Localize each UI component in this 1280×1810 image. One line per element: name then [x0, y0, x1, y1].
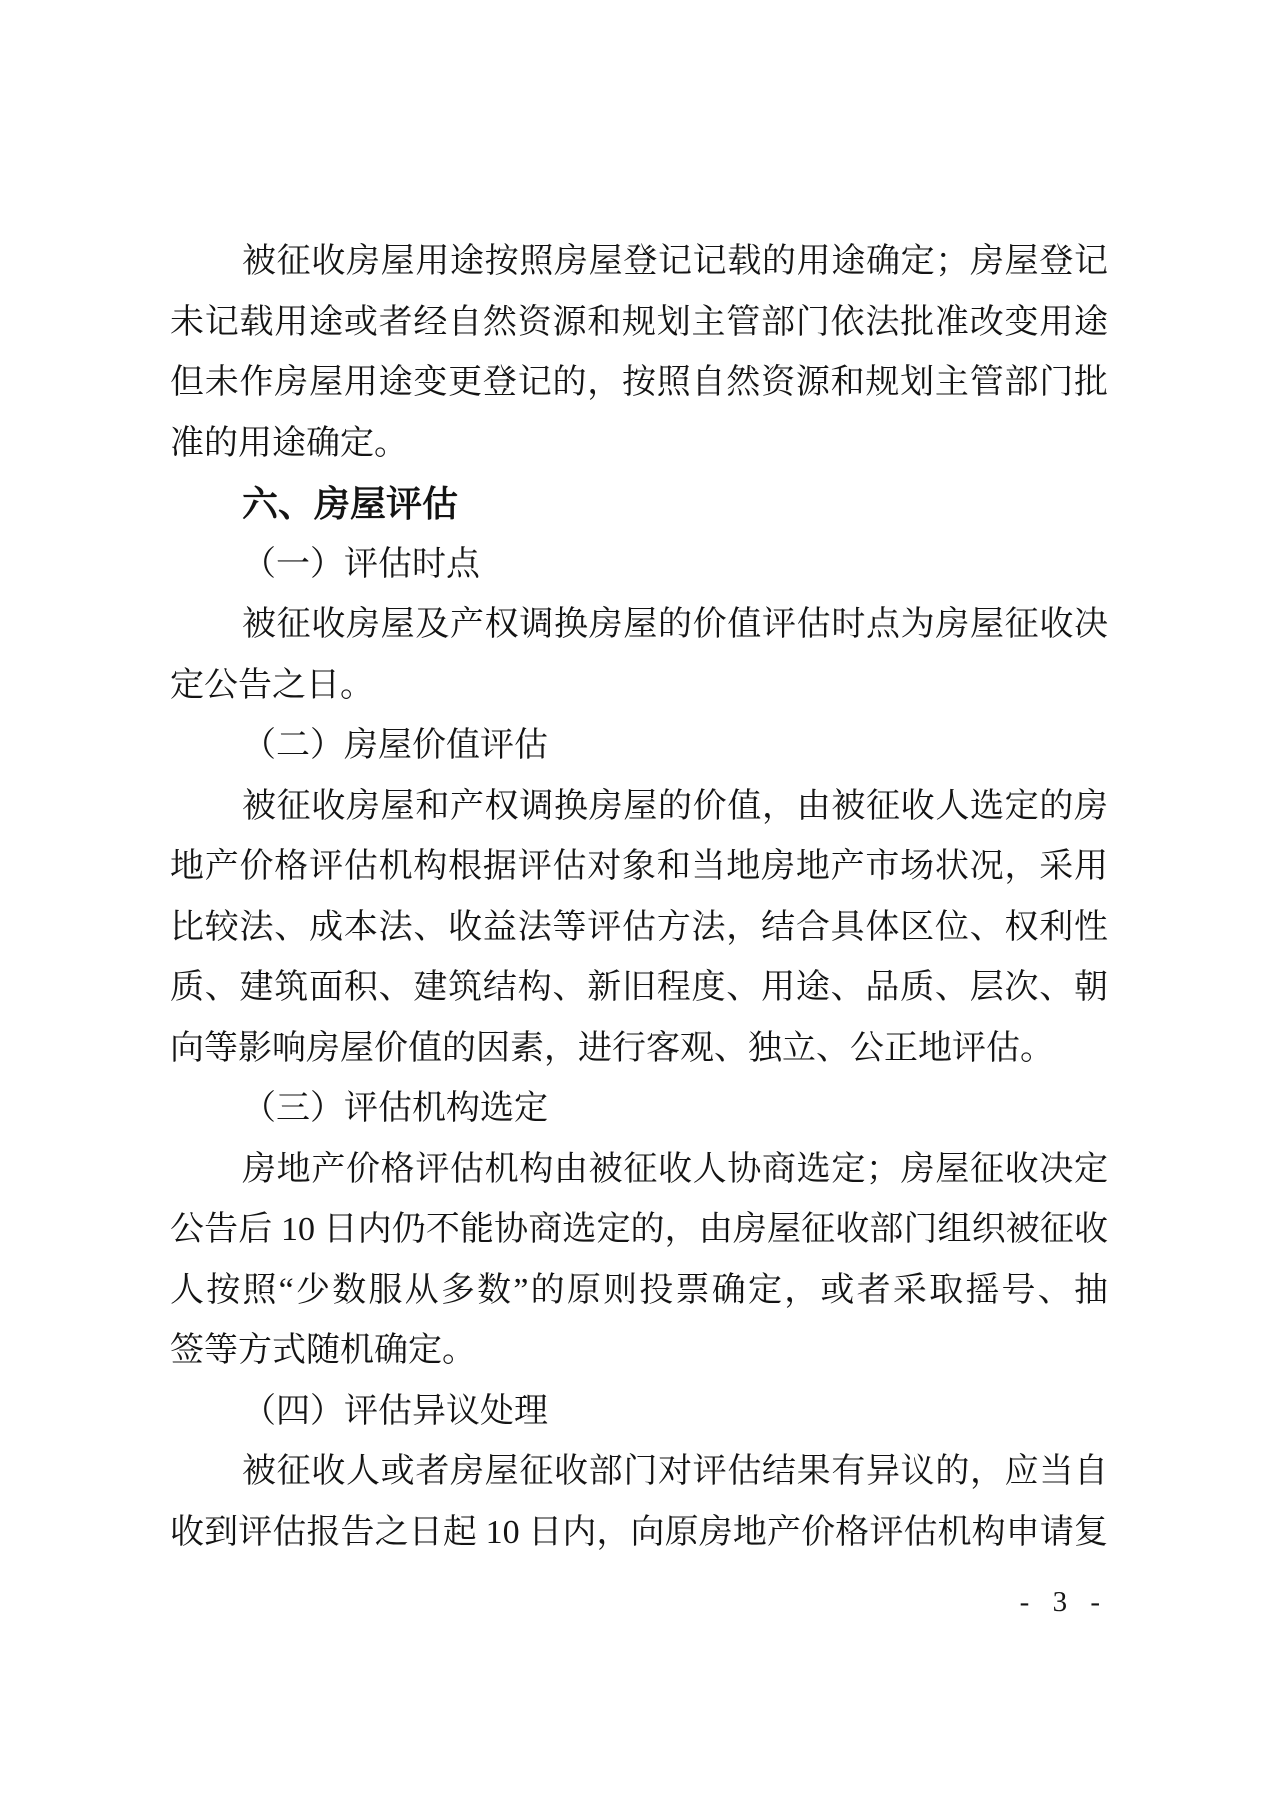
text-line: 但未作房屋用途变更登记的，按照自然资源和规划主管部门批 — [170, 364, 1108, 401]
document-content — [170, 232, 1108, 1563]
text-line: 准的用途确定。 — [170, 424, 408, 462]
subsection-heading: （四）评估异议处理 — [242, 1392, 548, 1430]
text-line: 被征收房屋及产权调换房屋的价值评估时点为房屋征收决 — [242, 606, 1108, 643]
text-line: 比较法、成本法、收益法等评估方法，结合具体区位、权利性 — [170, 908, 1108, 946]
text-line: 定公告之日。 — [170, 666, 374, 704]
subsection-heading: （二）房屋价值评估 — [242, 727, 548, 764]
text-line: 人按照“少数服从多数”的原则投票确定，或者采取摇号、抽 — [170, 1271, 1108, 1309]
section-heading: 六、房屋评估 — [242, 483, 459, 524]
text-line: 未记载用途或者经自然资源和规划主管部门依法批准改变用途 — [170, 303, 1108, 341]
subsection-heading: （一）评估时点 — [242, 545, 480, 583]
page-number: - 3 - — [1019, 1586, 1108, 1618]
text-line: 地产价格评估机构根据评估对象和当地房地产市场状况，采用 — [170, 848, 1108, 885]
text-line: 质、建筑面积、建筑结构、新旧程度、用途、品质、层次、朝 — [170, 969, 1108, 1006]
subsection-heading: （三）评估机构选定 — [242, 1090, 548, 1127]
text-line: 被征收房屋用途按照房屋登记记载的用途确定；房屋登记 — [242, 243, 1108, 280]
text-line: 被征收房屋和产权调换房屋的价值，由被征收人选定的房 — [242, 787, 1108, 825]
text-line: 公告后 10 日内仍不能协商选定的，由房屋征收部门组织被征收 — [170, 1211, 1108, 1248]
text-line: 被征收人或者房屋征收部门对评估结果有异议的，应当自 — [242, 1453, 1108, 1490]
text-line: 向等影响房屋价值的因素，进行客观、独立、公正地评估。 — [170, 1029, 1054, 1067]
text-line: 房地产价格评估机构由被征收人协商选定；房屋征收决定 — [242, 1150, 1108, 1188]
text-line: 签等方式随机确定。 — [170, 1332, 476, 1369]
text-line: 收到评估报告之日起 10 日内，向原房地产价格评估机构申请复 — [170, 1513, 1108, 1551]
